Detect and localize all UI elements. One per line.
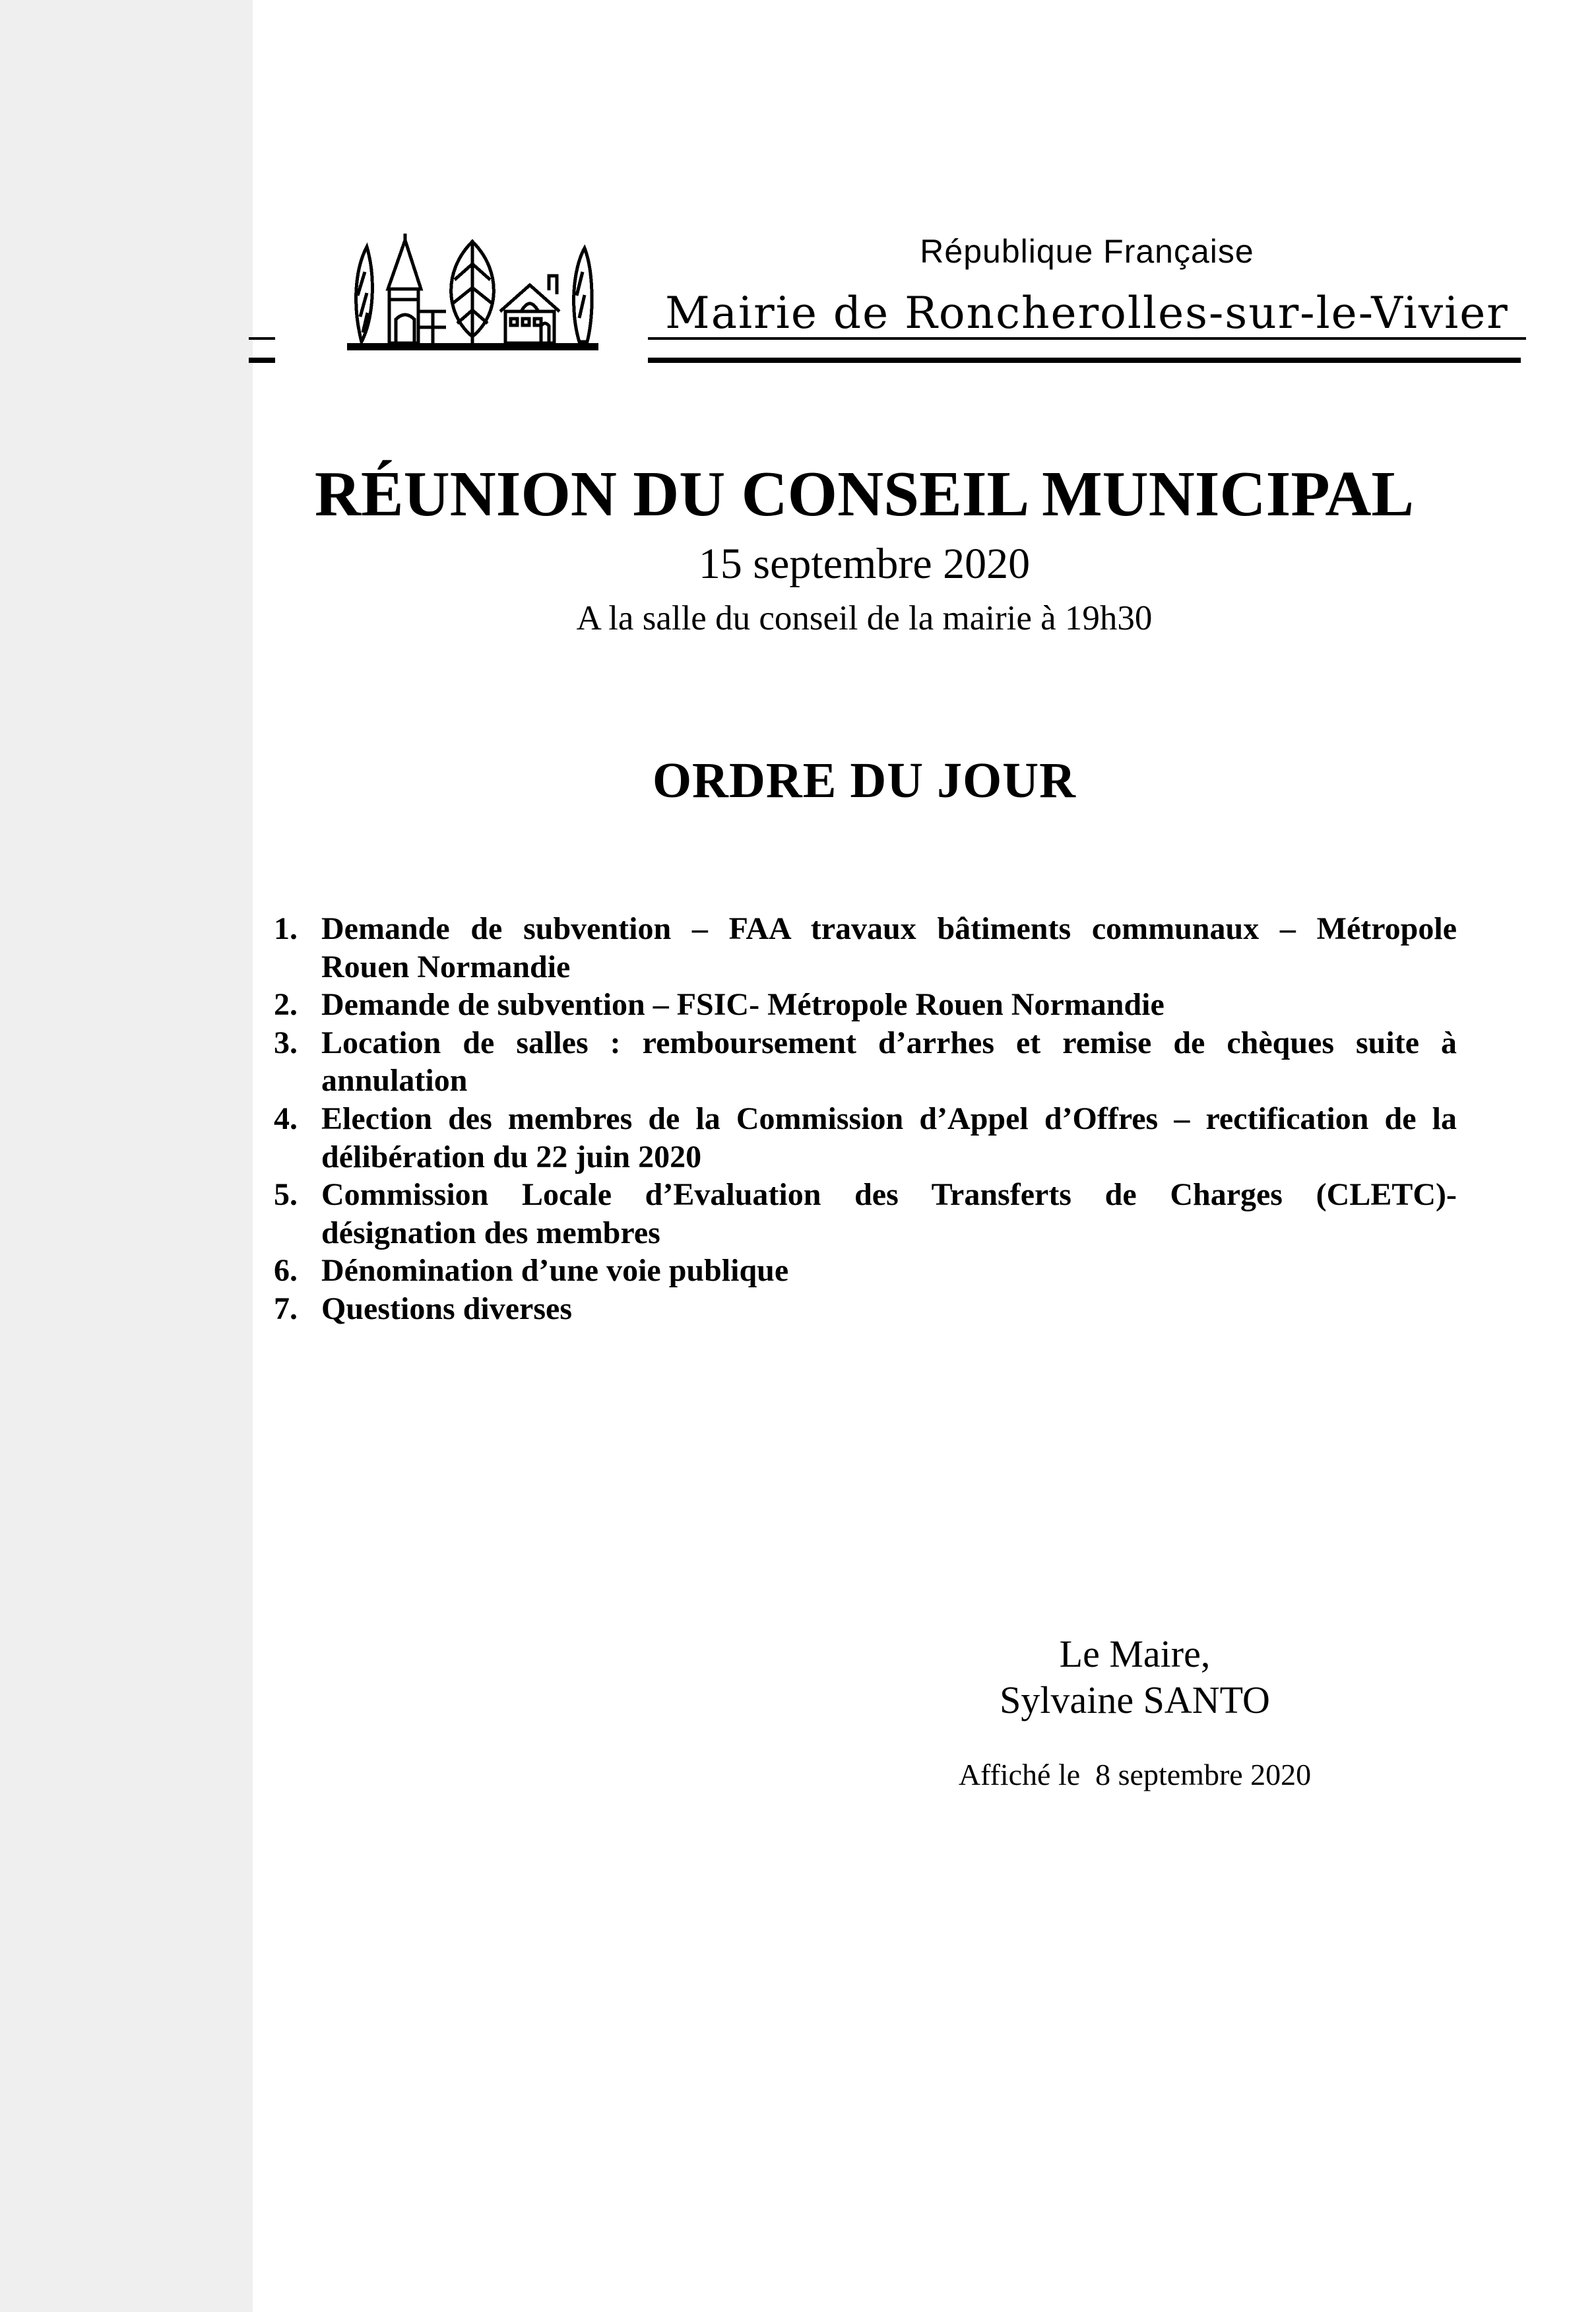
meeting-location: A la salle du conseil de la mairie à 19h30 (576, 599, 1153, 637)
item-line: délibération du 22 juin 2020 (321, 1139, 702, 1174)
agenda-item (274, 910, 1457, 986)
right-tree-icon (574, 248, 592, 342)
item-number: 6. (274, 1253, 298, 1289)
signature-block (805, 1631, 1465, 1723)
left-gray-margin (0, 0, 253, 2312)
agenda-heading: ORDRE DU JOUR (652, 753, 1077, 808)
central-tree-icon (451, 241, 494, 343)
item-number: 3. (274, 1025, 298, 1060)
header-thin-rule-left-stub (249, 337, 275, 340)
item-line: Location de salles : remboursement d’arrhes et remise de chèques suite à (321, 1025, 1457, 1060)
logo-box (275, 223, 648, 372)
item-number: 7. (274, 1291, 298, 1326)
item-number: 5. (274, 1177, 298, 1213)
item-line: Demande de subvention – FAA travaux bâtiments communaux – Métropole (321, 911, 1457, 946)
signature-role: Le Maire, (1059, 1632, 1211, 1675)
item-line: Questions diverses (321, 1291, 573, 1326)
house-icon (500, 276, 559, 343)
item-line: Election des membres de la Commission d’Appel d’Offres – rectification de la (321, 1101, 1457, 1136)
item-line: Dénomination d’une voie publique (321, 1253, 789, 1289)
agenda-item (274, 1100, 1457, 1176)
item-number: 1. (274, 911, 298, 946)
agenda-item (274, 1290, 1457, 1328)
item-number: 4. (274, 1101, 298, 1136)
agenda-item (274, 1024, 1457, 1100)
agenda-list (274, 910, 1457, 1328)
republic-label: République Française (920, 233, 1254, 270)
item-line: Demande de subvention – FSIC- Métropole Rouen Normandie (321, 987, 1165, 1023)
agenda-item (274, 1252, 1457, 1290)
signature-name: Sylvaine SANTO (1000, 1679, 1270, 1721)
agenda-item (274, 986, 1457, 1024)
fence-icon (418, 311, 446, 343)
agenda-item (274, 1176, 1457, 1252)
item-number: 2. (274, 987, 298, 1023)
item-line: annulation (321, 1063, 468, 1099)
church-icon (388, 234, 421, 343)
item-line: désignation des membres (321, 1215, 660, 1250)
logo-ground-bar (347, 343, 598, 350)
item-line: Rouen Normandie (321, 949, 571, 984)
mairie-label: Mairie de Roncherolles-sur-le-Vivier (665, 288, 1509, 338)
page-title: RÉUNION DU CONSEIL MUNICIPAL (314, 459, 1415, 529)
left-tree-icon (356, 247, 373, 342)
meeting-date: 15 septembre 2020 (698, 540, 1031, 588)
header-thick-rule-left-stub (249, 358, 275, 363)
posted-date-line: Affiché le 8 septembre 2020 (958, 1758, 1312, 1791)
village-logo-icon (347, 232, 598, 350)
header-thick-rule (648, 358, 1521, 363)
item-line: Commission Locale d’Evaluation des Transferts de Charges (CLETC)- (321, 1177, 1457, 1213)
